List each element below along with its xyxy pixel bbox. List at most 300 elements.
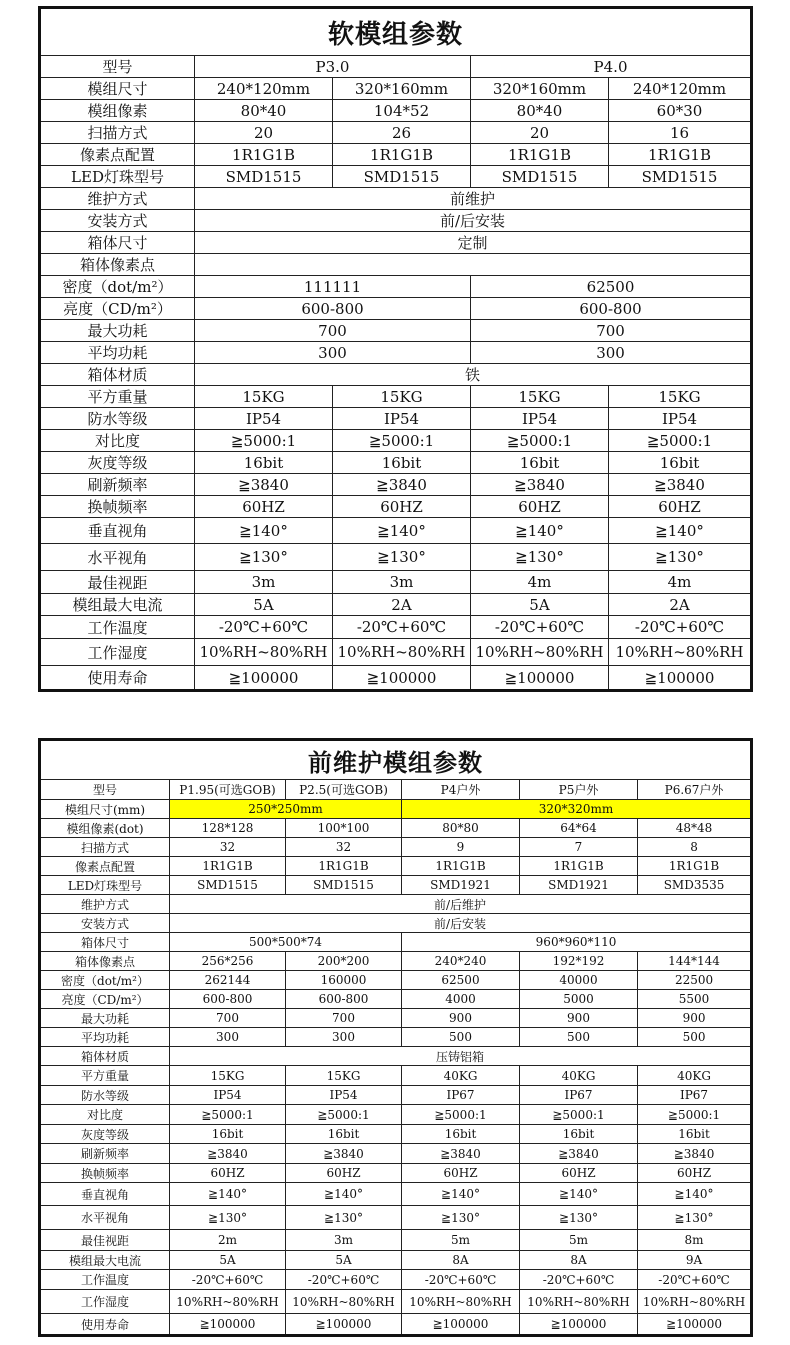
- value-cell: ≧140°: [638, 1183, 752, 1206]
- table-row: [40, 518, 752, 544]
- value-cell: 前/后安装: [170, 914, 752, 933]
- row-label-cell: 密度（dot/m²）: [40, 276, 195, 298]
- value-cell: 1R1G1B: [195, 144, 333, 166]
- value-cell: 7: [520, 838, 638, 857]
- value-cell: 600-800: [195, 298, 471, 320]
- value-cell: 10%RH~80%RH: [520, 1290, 638, 1314]
- value-cell: 10%RH~80%RH: [333, 639, 471, 666]
- row-label-cell: 防水等级: [40, 1086, 170, 1105]
- table-row: [40, 895, 752, 914]
- value-cell: 60HZ: [402, 1164, 520, 1183]
- value-cell: SMD1515: [333, 166, 471, 188]
- value-cell: 40KG: [520, 1066, 638, 1086]
- row-label-cell: 最佳视距: [40, 571, 195, 594]
- value-cell: IP67: [638, 1086, 752, 1105]
- soft-module-params-table: [38, 6, 753, 692]
- value-cell: 15KG: [609, 386, 752, 408]
- value-cell: ≧100000: [333, 666, 471, 691]
- value-cell: 160000: [286, 971, 402, 990]
- front-table-title: 前维护模组参数: [40, 740, 752, 780]
- value-cell: 16bit: [170, 1125, 286, 1144]
- value-cell: 10%RH~80%RH: [471, 639, 609, 666]
- value-cell: IP67: [402, 1086, 520, 1105]
- value-cell: ≧140°: [195, 518, 333, 544]
- table-row: [40, 452, 752, 474]
- value-cell: 62500: [471, 276, 752, 298]
- table-row: [40, 780, 752, 800]
- table-row: [40, 1125, 752, 1144]
- value-cell: ≧140°: [520, 1183, 638, 1206]
- value-cell: 700: [195, 320, 471, 342]
- row-label-cell: 最佳视距: [40, 1230, 170, 1251]
- table-row: [40, 616, 752, 639]
- value-cell: IP54: [471, 408, 609, 430]
- table-row: [40, 210, 752, 232]
- value-cell: 500*500*74: [170, 933, 402, 952]
- value-cell: P4户外: [402, 780, 520, 800]
- value-cell: 320*160mm: [333, 78, 471, 100]
- table-row: [40, 1047, 752, 1066]
- value-cell: 60HZ: [286, 1164, 402, 1183]
- value-cell: 256*256: [170, 952, 286, 971]
- value-cell: 104*52: [333, 100, 471, 122]
- value-cell: 262144: [170, 971, 286, 990]
- value-cell: SMD1515: [471, 166, 609, 188]
- table-row: [40, 1144, 752, 1164]
- value-cell: P6.67户外: [638, 780, 752, 800]
- value-cell: 500: [402, 1028, 520, 1047]
- value-cell: 压铸铝箱: [170, 1047, 752, 1066]
- row-label-cell: 刷新频率: [40, 474, 195, 496]
- table-row: [40, 857, 752, 876]
- row-label-cell: 平均功耗: [40, 342, 195, 364]
- value-cell: 铁: [195, 364, 752, 386]
- value-cell: 144*144: [638, 952, 752, 971]
- value-cell: 111111: [195, 276, 471, 298]
- row-label-cell: LED灯珠型号: [40, 876, 170, 895]
- row-label-cell: 垂直视角: [40, 518, 195, 544]
- value-cell: ≧100000: [638, 1314, 752, 1336]
- value-cell: 60HZ: [333, 496, 471, 518]
- value-cell: 320*320mm: [402, 800, 752, 819]
- value-cell: ≧3840: [333, 474, 471, 496]
- value-cell: 300: [286, 1028, 402, 1047]
- value-cell: 8m: [638, 1230, 752, 1251]
- row-label-cell: 最大功耗: [40, 1009, 170, 1028]
- value-cell: 8: [638, 838, 752, 857]
- value-cell: ≧100000: [195, 666, 333, 691]
- value-cell: 32: [170, 838, 286, 857]
- value-cell: 32: [286, 838, 402, 857]
- value-cell: 20: [471, 122, 609, 144]
- value-cell: -20℃+60℃: [471, 616, 609, 639]
- value-cell: 80*80: [402, 819, 520, 838]
- table-row: [40, 100, 752, 122]
- table-row: [40, 594, 752, 616]
- table-row: [40, 276, 752, 298]
- value-cell: 8A: [520, 1251, 638, 1270]
- value-cell: SMD1515: [609, 166, 752, 188]
- value-cell: 20: [195, 122, 333, 144]
- row-label-cell: 箱体像素点: [40, 952, 170, 971]
- value-cell: ≧130°: [333, 544, 471, 571]
- value-cell: 60HZ: [170, 1164, 286, 1183]
- table-row: [40, 990, 752, 1009]
- value-cell: 240*120mm: [195, 78, 333, 100]
- row-label-cell: 使用寿命: [40, 1314, 170, 1336]
- value-cell: SMD1921: [520, 876, 638, 895]
- value-cell: ≧130°: [195, 544, 333, 571]
- table-row: [40, 666, 752, 691]
- value-cell: 2m: [170, 1230, 286, 1251]
- value-cell: ≧5000:1: [471, 430, 609, 452]
- value-cell: 1R1G1B: [638, 857, 752, 876]
- value-cell: 5A: [471, 594, 609, 616]
- table-row: [40, 1066, 752, 1086]
- value-cell: ≧100000: [471, 666, 609, 691]
- value-cell: 1R1G1B: [609, 144, 752, 166]
- value-cell: 64*64: [520, 819, 638, 838]
- value-cell: 5000: [520, 990, 638, 1009]
- value-cell: ≧5000:1: [333, 430, 471, 452]
- value-cell: ≧5000:1: [520, 1105, 638, 1125]
- value-cell: 16bit: [195, 452, 333, 474]
- value-cell: ≧3840: [170, 1144, 286, 1164]
- value-cell: ≧3840: [195, 474, 333, 496]
- value-cell: 16bit: [333, 452, 471, 474]
- table-row: [40, 1270, 752, 1290]
- row-label-cell: 水平视角: [40, 544, 195, 571]
- value-cell: 1R1G1B: [170, 857, 286, 876]
- row-label-cell: 扫描方式: [40, 122, 195, 144]
- value-cell: SMD1921: [402, 876, 520, 895]
- value-cell: SMD1515: [286, 876, 402, 895]
- value-cell: IP54: [286, 1086, 402, 1105]
- row-label-cell: 箱体像素点: [40, 254, 195, 276]
- value-cell: 5A: [286, 1251, 402, 1270]
- value-cell: ≧130°: [609, 544, 752, 571]
- value-cell: ≧130°: [471, 544, 609, 571]
- value-cell: 16bit: [520, 1125, 638, 1144]
- table-row: [40, 971, 752, 990]
- row-label-cell: 水平视角: [40, 1206, 170, 1230]
- value-cell: 4000: [402, 990, 520, 1009]
- table-row: [40, 952, 752, 971]
- value-cell: 320*160mm: [471, 78, 609, 100]
- value-cell: -20℃+60℃: [402, 1270, 520, 1290]
- value-cell: ≧100000: [520, 1314, 638, 1336]
- value-cell: 300: [471, 342, 752, 364]
- value-cell: 700: [471, 320, 752, 342]
- value-cell: SMD1515: [195, 166, 333, 188]
- row-label-cell: 对比度: [40, 1105, 170, 1125]
- value-cell: 80*40: [471, 100, 609, 122]
- value-cell: P4.0: [471, 56, 752, 78]
- value-cell: 500: [638, 1028, 752, 1047]
- row-label-cell: 平方重量: [40, 1066, 170, 1086]
- value-cell: 48*48: [638, 819, 752, 838]
- table-row: [40, 254, 752, 276]
- table-row: [40, 1028, 752, 1047]
- value-cell: 3m: [286, 1230, 402, 1251]
- value-cell: 1R1G1B: [286, 857, 402, 876]
- table-row: [40, 1164, 752, 1183]
- value-cell: 9: [402, 838, 520, 857]
- value-cell: 5500: [638, 990, 752, 1009]
- table-row: [40, 386, 752, 408]
- value-cell: 192*192: [520, 952, 638, 971]
- value-cell: 960*960*110: [402, 933, 752, 952]
- value-cell: 900: [520, 1009, 638, 1028]
- value-cell: 1R1G1B: [402, 857, 520, 876]
- row-label-cell: 型号: [40, 780, 170, 800]
- value-cell: ≧3840: [402, 1144, 520, 1164]
- value-cell: 60HZ: [195, 496, 333, 518]
- table-row: [40, 1105, 752, 1125]
- value-cell: 500: [520, 1028, 638, 1047]
- value-cell: IP54: [195, 408, 333, 430]
- value-cell: ≧5000:1: [402, 1105, 520, 1125]
- value-cell: 62500: [402, 971, 520, 990]
- value-cell: ≧100000: [609, 666, 752, 691]
- value-cell: ≧140°: [402, 1183, 520, 1206]
- value-cell: 26: [333, 122, 471, 144]
- value-cell: 2A: [333, 594, 471, 616]
- table-row: [40, 408, 752, 430]
- row-label-cell: 模组像素(dot): [40, 819, 170, 838]
- value-cell: ≧130°: [286, 1206, 402, 1230]
- value-cell: ≧100000: [170, 1314, 286, 1336]
- value-cell: 600-800: [471, 298, 752, 320]
- row-label-cell: 像素点配置: [40, 144, 195, 166]
- value-cell: 700: [286, 1009, 402, 1028]
- value-cell: ≧5000:1: [609, 430, 752, 452]
- value-cell: 4m: [609, 571, 752, 594]
- table-row: [40, 914, 752, 933]
- value-cell: 2A: [609, 594, 752, 616]
- table-row: [40, 166, 752, 188]
- table-row: [40, 1230, 752, 1251]
- value-cell: 15KG: [195, 386, 333, 408]
- value-cell: 16bit: [286, 1125, 402, 1144]
- value-cell: ≧140°: [286, 1183, 402, 1206]
- value-cell: ≧140°: [333, 518, 471, 544]
- row-label-cell: 箱体材质: [40, 1047, 170, 1066]
- row-label-cell: 亮度（CD/m²）: [40, 990, 170, 1009]
- value-cell: P3.0: [195, 56, 471, 78]
- value-cell: 700: [170, 1009, 286, 1028]
- value-cell: 600-800: [170, 990, 286, 1009]
- value-cell: ≧3840: [609, 474, 752, 496]
- row-label-cell: 使用寿命: [40, 666, 195, 691]
- value-cell: [195, 254, 752, 276]
- row-label-cell: 箱体尺寸: [40, 933, 170, 952]
- value-cell: ≧3840: [471, 474, 609, 496]
- value-cell: ≧130°: [638, 1206, 752, 1230]
- table-row: [40, 571, 752, 594]
- value-cell: SMD3535: [638, 876, 752, 895]
- value-cell: ≧100000: [286, 1314, 402, 1336]
- value-cell: ≧5000:1: [638, 1105, 752, 1125]
- front-maintenance-params-table: [38, 738, 753, 1337]
- value-cell: 16bit: [402, 1125, 520, 1144]
- value-cell: 1R1G1B: [520, 857, 638, 876]
- row-label-cell: 平均功耗: [40, 1028, 170, 1047]
- value-cell: 10%RH~80%RH: [286, 1290, 402, 1314]
- value-cell: ≧140°: [471, 518, 609, 544]
- row-label-cell: 工作湿度: [40, 639, 195, 666]
- value-cell: P5户外: [520, 780, 638, 800]
- value-cell: 前/后安装: [195, 210, 752, 232]
- value-cell: ≧130°: [520, 1206, 638, 1230]
- value-cell: 5A: [195, 594, 333, 616]
- value-cell: 10%RH~80%RH: [195, 639, 333, 666]
- row-label-cell: 模组最大电流: [40, 594, 195, 616]
- value-cell: -20℃+60℃: [195, 616, 333, 639]
- row-label-cell: 模组最大电流: [40, 1251, 170, 1270]
- value-cell: 1R1G1B: [333, 144, 471, 166]
- value-cell: IP54: [170, 1086, 286, 1105]
- value-cell: 100*100: [286, 819, 402, 838]
- value-cell: 10%RH~80%RH: [638, 1290, 752, 1314]
- value-cell: ≧140°: [170, 1183, 286, 1206]
- table-row: [40, 1314, 752, 1336]
- value-cell: -20℃+60℃: [609, 616, 752, 639]
- value-cell: 250*250mm: [170, 800, 402, 819]
- value-cell: -20℃+60℃: [520, 1270, 638, 1290]
- value-cell: 16: [609, 122, 752, 144]
- value-cell: 5m: [402, 1230, 520, 1251]
- row-label-cell: 型号: [40, 56, 195, 78]
- value-cell: 10%RH~80%RH: [170, 1290, 286, 1314]
- value-cell: P1.95(可选GOB): [170, 780, 286, 800]
- value-cell: -20℃+60℃: [170, 1270, 286, 1290]
- value-cell: 600-800: [286, 990, 402, 1009]
- table-row: [40, 298, 752, 320]
- value-cell: 5m: [520, 1230, 638, 1251]
- value-cell: 60HZ: [609, 496, 752, 518]
- value-cell: 60HZ: [520, 1164, 638, 1183]
- value-cell: -20℃+60℃: [333, 616, 471, 639]
- row-label-cell: 模组尺寸: [40, 78, 195, 100]
- table-row: [40, 819, 752, 838]
- value-cell: ≧100000: [402, 1314, 520, 1336]
- value-cell: IP54: [609, 408, 752, 430]
- value-cell: 900: [402, 1009, 520, 1028]
- row-label-cell: 安装方式: [40, 914, 170, 933]
- value-cell: 4m: [471, 571, 609, 594]
- value-cell: ≧130°: [402, 1206, 520, 1230]
- value-cell: -20℃+60℃: [638, 1270, 752, 1290]
- value-cell: 40KG: [402, 1066, 520, 1086]
- row-label-cell: 像素点配置: [40, 857, 170, 876]
- value-cell: ≧140°: [609, 518, 752, 544]
- row-label-cell: 工作湿度: [40, 1290, 170, 1314]
- table-row: [40, 1183, 752, 1206]
- row-label-cell: 对比度: [40, 430, 195, 452]
- value-cell: P2.5(可选GOB): [286, 780, 402, 800]
- row-label-cell: 模组像素: [40, 100, 195, 122]
- row-label-cell: 扫描方式: [40, 838, 170, 857]
- value-cell: 240*120mm: [609, 78, 752, 100]
- row-label-cell: 刷新频率: [40, 1144, 170, 1164]
- value-cell: IP54: [333, 408, 471, 430]
- row-label-cell: 最大功耗: [40, 320, 195, 342]
- table-row: [40, 474, 752, 496]
- value-cell: 15KG: [170, 1066, 286, 1086]
- value-cell: 1R1G1B: [471, 144, 609, 166]
- row-label-cell: 箱体尺寸: [40, 232, 195, 254]
- table-row: [40, 800, 752, 819]
- value-cell: 22500: [638, 971, 752, 990]
- row-label-cell: 防水等级: [40, 408, 195, 430]
- row-label-cell: 垂直视角: [40, 1183, 170, 1206]
- table-row: [40, 1086, 752, 1105]
- table-row: [40, 144, 752, 166]
- table-row: [40, 933, 752, 952]
- value-cell: 16bit: [609, 452, 752, 474]
- table-row: [40, 1009, 752, 1028]
- row-label-cell: 模组尺寸(mm): [40, 800, 170, 819]
- table-row: [40, 56, 752, 78]
- value-cell: 3m: [333, 571, 471, 594]
- value-cell: 8A: [402, 1251, 520, 1270]
- table-row: [40, 122, 752, 144]
- table-row: [40, 364, 752, 386]
- row-label-cell: 换帧频率: [40, 496, 195, 518]
- value-cell: 80*40: [195, 100, 333, 122]
- value-cell: 定制: [195, 232, 752, 254]
- row-label-cell: 箱体材质: [40, 364, 195, 386]
- value-cell: 900: [638, 1009, 752, 1028]
- row-label-cell: 工作温度: [40, 616, 195, 639]
- value-cell: 40KG: [638, 1066, 752, 1086]
- table-row: [40, 188, 752, 210]
- value-cell: ≧5000:1: [286, 1105, 402, 1125]
- value-cell: ≧130°: [170, 1206, 286, 1230]
- value-cell: 240*240: [402, 952, 520, 971]
- row-label-cell: 灰度等级: [40, 452, 195, 474]
- value-cell: 16bit: [638, 1125, 752, 1144]
- row-label-cell: LED灯珠型号: [40, 166, 195, 188]
- row-label-cell: 工作温度: [40, 1270, 170, 1290]
- table-row: [40, 430, 752, 452]
- table-row: [40, 320, 752, 342]
- value-cell: 3m: [195, 571, 333, 594]
- value-cell: 300: [195, 342, 471, 364]
- row-label-cell: 灰度等级: [40, 1125, 170, 1144]
- value-cell: 300: [170, 1028, 286, 1047]
- value-cell: SMD1515: [170, 876, 286, 895]
- value-cell: 60HZ: [471, 496, 609, 518]
- value-cell: 128*128: [170, 819, 286, 838]
- row-label-cell: 亮度（CD/m²）: [40, 298, 195, 320]
- value-cell: 15KG: [471, 386, 609, 408]
- value-cell: 16bit: [471, 452, 609, 474]
- value-cell: 10%RH~80%RH: [609, 639, 752, 666]
- row-label-cell: 换帧频率: [40, 1164, 170, 1183]
- table-row: [40, 78, 752, 100]
- row-label-cell: 维护方式: [40, 895, 170, 914]
- value-cell: 60HZ: [638, 1164, 752, 1183]
- value-cell: ≧5000:1: [170, 1105, 286, 1125]
- value-cell: 9A: [638, 1251, 752, 1270]
- value-cell: 40000: [520, 971, 638, 990]
- row-label-cell: 维护方式: [40, 188, 195, 210]
- value-cell: 15KG: [333, 386, 471, 408]
- table-row: [40, 639, 752, 666]
- soft-table-title: 软模组参数: [40, 8, 752, 56]
